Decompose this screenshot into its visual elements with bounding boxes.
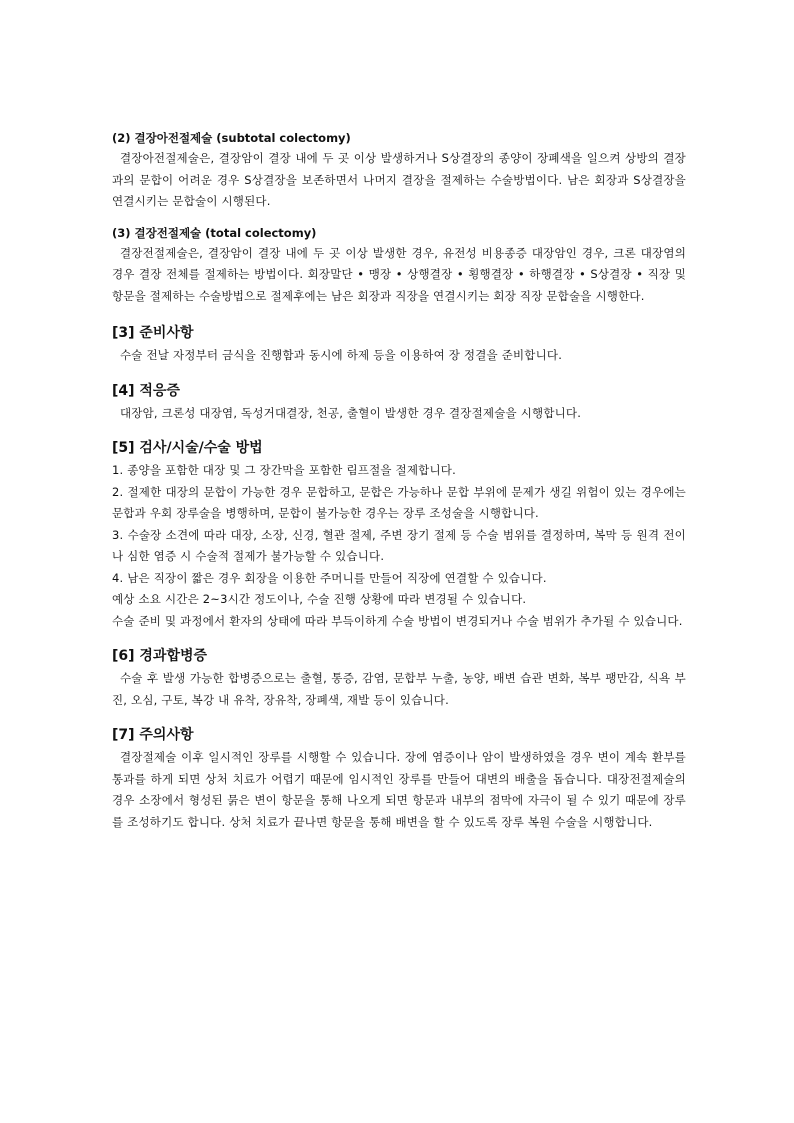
- preparation-body: 수술 전날 자정부터 금식을 진행함과 동시에 하제 등을 이용하여 장 정결을 준비합니다.: [120, 348, 563, 362]
- indication-section: [112, 379, 686, 425]
- precautions-body: 결장절제술 이후 일시적인 장루를 시행할 수 있습니다. 장에 염증이나 암이 발생하였을 경우 변이 계속 환부를 통과를 하게 되면 상처 치료가 어렵기 때문에 임시적인 장루를 만들어 대변의 배출을 돕습니다. 대장전절제술의 경우 소장에서 형성된 묽은 변이 항문을 통해 나오게 되면 항문과 내부의 점막에 자극이 될 수 있기 때문에 장루를 조성하기도 합니다. 상처 치료가 끝나면 항문을 통해 배변을 할 수 있도록 장루 복원 수술을 시행합니다.: [112, 750, 686, 829]
- document-page: [112, 128, 686, 833]
- method-heading: [5] 검사/시술/수술 방법: [112, 440, 263, 456]
- subtotal-colectomy-heading: (2) 결장아전절제술 (subtotal colectomy): [112, 131, 351, 145]
- method-item-3: 3. 수술장 소견에 따라 대장, 소장, 신경, 혈관 절제, 주변 장기 절제 등 수술 범위를 결정하며, 복막 등 원격 전이나 심한 염증 시 수술적 절제가 불가능할 수 있습니다.: [112, 527, 686, 563]
- complications-body: 수술 후 발생 가능한 합병증으로는 출혈, 통증, 감염, 문합부 누출, 농양, 배변 습관 변화, 복부 팽만감, 식욕 부진, 오심, 구토, 복강 내 유착, 장유착, 장폐색, 재발 등이 있습니다.: [112, 671, 686, 707]
- complications-section: [112, 644, 686, 711]
- precautions-heading: [7] 주의사항: [112, 727, 194, 743]
- subtotal-colectomy-body: 결장아전절제술은, 결장암이 결장 내에 두 곳 이상 발생하거나 S상결장의 종양이 장폐색을 일으켜 상방의 결장과의 문합이 어려운 경우 S상결장을 보존하면서 나머지 결장을 절제하는 수술방법이다. 남은 회장과 S상결장을 연결시키는 문합술이 시행된다.: [112, 151, 686, 208]
- method-duration-note: 예상 소요 시간은 2~3시간 정도이나, 수술 진행 상황에 따라 변경될 수 있습니다.: [112, 592, 527, 606]
- total-colectomy-heading: (3) 결장전절제술 (total colectomy): [112, 225, 317, 240]
- indication-heading: [4] 적응증: [112, 382, 180, 399]
- precautions-section: [112, 723, 686, 833]
- method-item-4: 4. 남은 직장이 짧은 경우 회장을 이용한 주머니를 만들어 직장에 연결할 수 있습니다.: [112, 570, 547, 585]
- total-colectomy-body: 결장전절제술은, 결장암이 결장 내에 두 곳 이상 발생한 경우, 유전성 비용종증 대장암인 경우, 크론 대장염의 경우 결장 전체를 절제하는 방법이다. 회장말단 • 맹장 • 상행결장 • 횡행결장 • 하행결장 • S상결장 • 직장 및 항문을 절제하는 수술방법으로 절제후에는 남은 회장과 직장을 연결시키는 회장 직장 문합술을 시행한다.: [112, 245, 686, 303]
- method-item-1: 1. 종양을 포함한 대장 및 그 장간막을 포함한 림프절을 절제합니다.: [112, 463, 456, 477]
- preparation-heading: [3] 준비사항: [112, 325, 194, 341]
- preparation-section: [112, 321, 686, 367]
- method-item-2: 2. 절제한 대장의 문합이 가능한 경우 문합하고, 문합은 가능하나 문합 부위에 문제가 생길 위험이 있는 경우에는 문합과 우회 장루술을 병행하며, 문합이 불가능한 경우는 장루 조성술을 시행합니다.: [112, 484, 686, 520]
- complications-heading: [6] 경과합병증: [112, 648, 208, 664]
- indication-body: 대장암, 크론성 대장염, 독성거대결장, 천공, 출혈이 발생한 경우 결장절제술을 시행합니다.: [120, 405, 582, 420]
- method-section: [112, 436, 686, 632]
- method-change-note: 수술 준비 및 과정에서 환자의 상태에 따라 부득이하게 수술 방법이 변경되거나 수술 범위가 추가될 수 있습니다.: [112, 613, 683, 628]
